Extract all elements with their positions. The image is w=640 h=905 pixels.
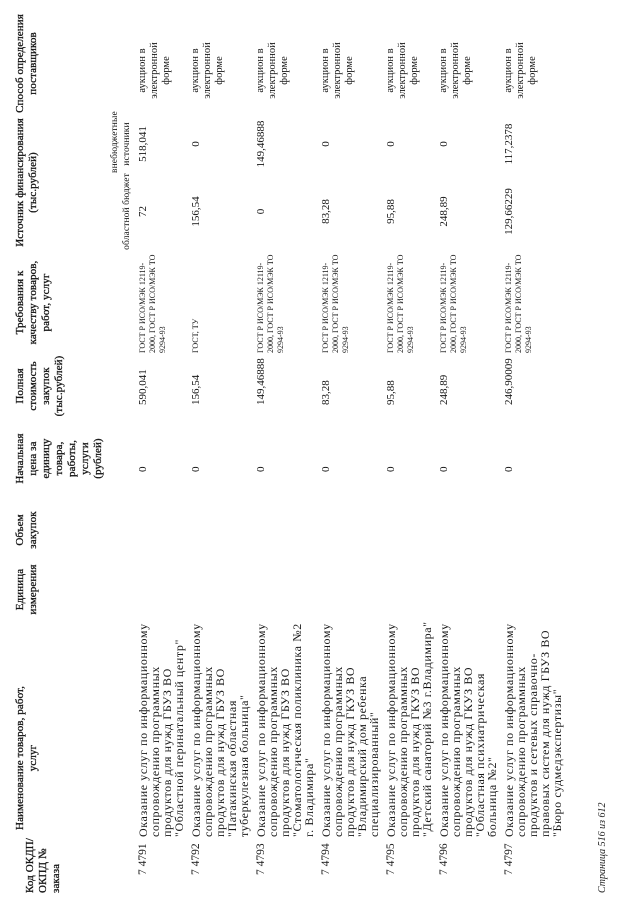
row-funding-regional: 156,54 (190, 196, 202, 227)
row-quality-requirements: ГОСТ Р ИСО/МЭК 12119-2000, ГОСТ Р ИСО/МЭК ТО 9294-93 (256, 254, 285, 353)
row-procurement-method (502, 12, 567, 115)
row-name: Оказание услуг по информационному сопровождению программных продуктов и сетевых справочно-правовых систем для нужд ГБУЗ ВО "Бюро судмедэкспертизы" (502, 623, 564, 837)
row-code: 7 4797 (503, 843, 515, 875)
row-funding-extra: 0 (320, 141, 332, 147)
row-unit (384, 560, 437, 619)
procurement-method-text: аукцион в электронной форме (503, 42, 538, 99)
row-volume (384, 500, 437, 560)
row-procurement-method (384, 12, 437, 115)
row-quality-requirements: ГОСТ Р ИСО/МЭК 12119-2000, ГОСТ Р ИСО/МЭК ТО 9294-93 (386, 254, 415, 353)
row-procurement-method (319, 12, 384, 115)
row-total-cost: 248,89 (438, 374, 450, 405)
row-unit (136, 560, 189, 619)
procurement-method-text: аукцион в электронной форме (190, 42, 225, 99)
row-funding-regional: 248,89 (438, 196, 450, 227)
row-procurement-method (437, 12, 502, 115)
row-volume (136, 500, 189, 560)
row-code: 7 4792 (190, 843, 202, 875)
row-unit (437, 560, 502, 619)
table-row (254, 12, 319, 895)
row-code: 7 4791 (137, 843, 149, 875)
header-code: Код ОКДП/ ОКПД № заказа (24, 837, 62, 893)
row-volume (189, 500, 254, 560)
header-funding-regional: областной бюджет (122, 173, 132, 250)
table-row (502, 12, 567, 895)
header-unit: Единица измерения (14, 564, 39, 615)
row-total-cost: 83,28 (320, 380, 332, 405)
row-unit-price: 0 (190, 466, 202, 472)
row-unit-price: 0 (320, 466, 332, 472)
header-volume: Объем закупок (14, 511, 39, 549)
header-name: Наименование товаров, работ, услуг (14, 686, 39, 830)
header-procurement-method: Способ определения поставщиков (14, 14, 39, 113)
row-funding-extra: 0 (438, 141, 450, 147)
table-row (437, 12, 502, 895)
table-row (136, 12, 189, 895)
row-code: 7 4795 (385, 843, 397, 875)
row-unit (319, 560, 384, 619)
procurement-method-text: аукцион в электронной форме (137, 42, 172, 99)
row-funding-regional: 83,28 (320, 199, 332, 224)
row-procurement-method (136, 12, 189, 115)
row-total-cost: 95,88 (385, 380, 397, 405)
row-volume (319, 500, 384, 560)
row-code: 7 4796 (438, 843, 450, 875)
row-funding-extra: 149,46888 (255, 120, 267, 168)
table-row (319, 12, 384, 895)
row-volume (437, 500, 502, 560)
row-unit-price: 0 (255, 466, 267, 472)
row-total-cost: 246,90009 (503, 358, 515, 405)
table-header (10, 12, 136, 895)
row-quality-requirements: ГОСТ Р ИСО/МЭК 12119-2000, ГОСТ Р ИСО/МЭК ТО 9294-93 (138, 254, 167, 353)
header-unit-price: Начальная цена за единицу товара, работы, услуги (рублей) (14, 433, 104, 484)
row-unit-price: 0 (385, 466, 397, 472)
row-name: Оказание услуг по информационному сопровождению программных продуктов для нужд ГБУЗ ВО "Стоматологическая поликлиника №2 г. Владимира" (254, 623, 316, 837)
row-code: 7 4793 (255, 843, 267, 875)
row-unit-price: 0 (137, 466, 149, 472)
row-unit-price: 0 (438, 466, 450, 472)
row-unit (502, 560, 567, 619)
row-name: Оказание услуг по информационному сопровождению программных продуктов для нужд ГКУЗ ВО "Владимирский дом ребенка специализированный" (319, 623, 381, 837)
table-body (136, 12, 567, 895)
procurement-table (10, 12, 567, 895)
table-row (384, 12, 437, 895)
row-name: Оказание услуг по информационному сопровождению программных продуктов для нужд ГБУЗ ВО "Областной перинатальный центр" (136, 623, 186, 837)
row-quality-requirements: ГОСТ Р ИСО/МЭК 12119-2000, ГОСТ Р ИСО/МЭК ТО 9294-93 (504, 254, 533, 353)
row-name: Оказание услуг по информационному сопровождению программных продуктов для нужд ГКУЗ ВО "Областная психиатрическая больница №2" (437, 623, 499, 837)
row-code: 7 4794 (320, 843, 332, 875)
header-total-cost: Полная стоимость закупок (тыс.рублей) (14, 355, 65, 417)
row-funding-regional: 95,88 (385, 199, 397, 224)
row-funding-regional: 129,66229 (503, 188, 515, 235)
row-funding-extra: 0 (385, 141, 397, 147)
row-funding-extra: 117,2378 (503, 123, 515, 165)
procurement-method-text: аукцион в электронной форме (320, 42, 355, 99)
row-total-cost: 590,041 (137, 369, 149, 405)
row-total-cost: 149,46888 (255, 358, 267, 405)
row-name: Оказание услуг по информационному сопровождению программных продуктов для нужд ГКУЗ ВО "Детский санаторий №3 г.Владимира" (384, 621, 434, 837)
row-unit (189, 560, 254, 619)
row-funding-extra: 0 (190, 141, 202, 147)
row-procurement-method (254, 12, 319, 115)
row-funding-regional: 0 (255, 208, 267, 215)
row-name: Оказание услуг по информационному сопровождению программных продуктов для нужд ГБУЗ ВО "Патакинская областная туберкулезная больница" (189, 623, 251, 837)
row-procurement-method (189, 12, 254, 115)
page-number: Страница 516 из 612 (597, 802, 608, 893)
row-funding-regional: 72 (137, 206, 149, 217)
row-total-cost: 156,54 (190, 374, 202, 405)
procurement-method-text: аукцион в электронной форме (255, 42, 290, 99)
procurement-method-text: аукцион в электронной форме (438, 42, 473, 99)
header-funding-extra: внебюджетные источники (110, 111, 132, 173)
row-quality-requirements: ГОСТ Р ИСО/МЭК 12119-2000, ГОСТ Р ИСО/МЭК ТО 9294-93 (439, 254, 468, 353)
header-funding-source: Источник финансирования (тыс.рублей) (14, 118, 39, 247)
row-unit-price: 0 (503, 466, 515, 472)
procurement-method-text: аукцион в электронной форме (385, 42, 420, 99)
row-funding-extra: 518,041 (137, 126, 149, 162)
row-quality-requirements: ГОСТ Р ИСО/МЭК 12119-2000, ГОСТ Р ИСО/МЭК ТО 9294-93 (321, 254, 350, 353)
row-quality-requirements: ГОСТ, ТУ (191, 318, 200, 353)
header-quality-requirements: Требования к качеству товаров, работ, услуг (14, 260, 52, 345)
row-unit (254, 560, 319, 619)
row-volume (502, 500, 567, 560)
table-row (189, 12, 254, 895)
row-volume (254, 500, 319, 560)
